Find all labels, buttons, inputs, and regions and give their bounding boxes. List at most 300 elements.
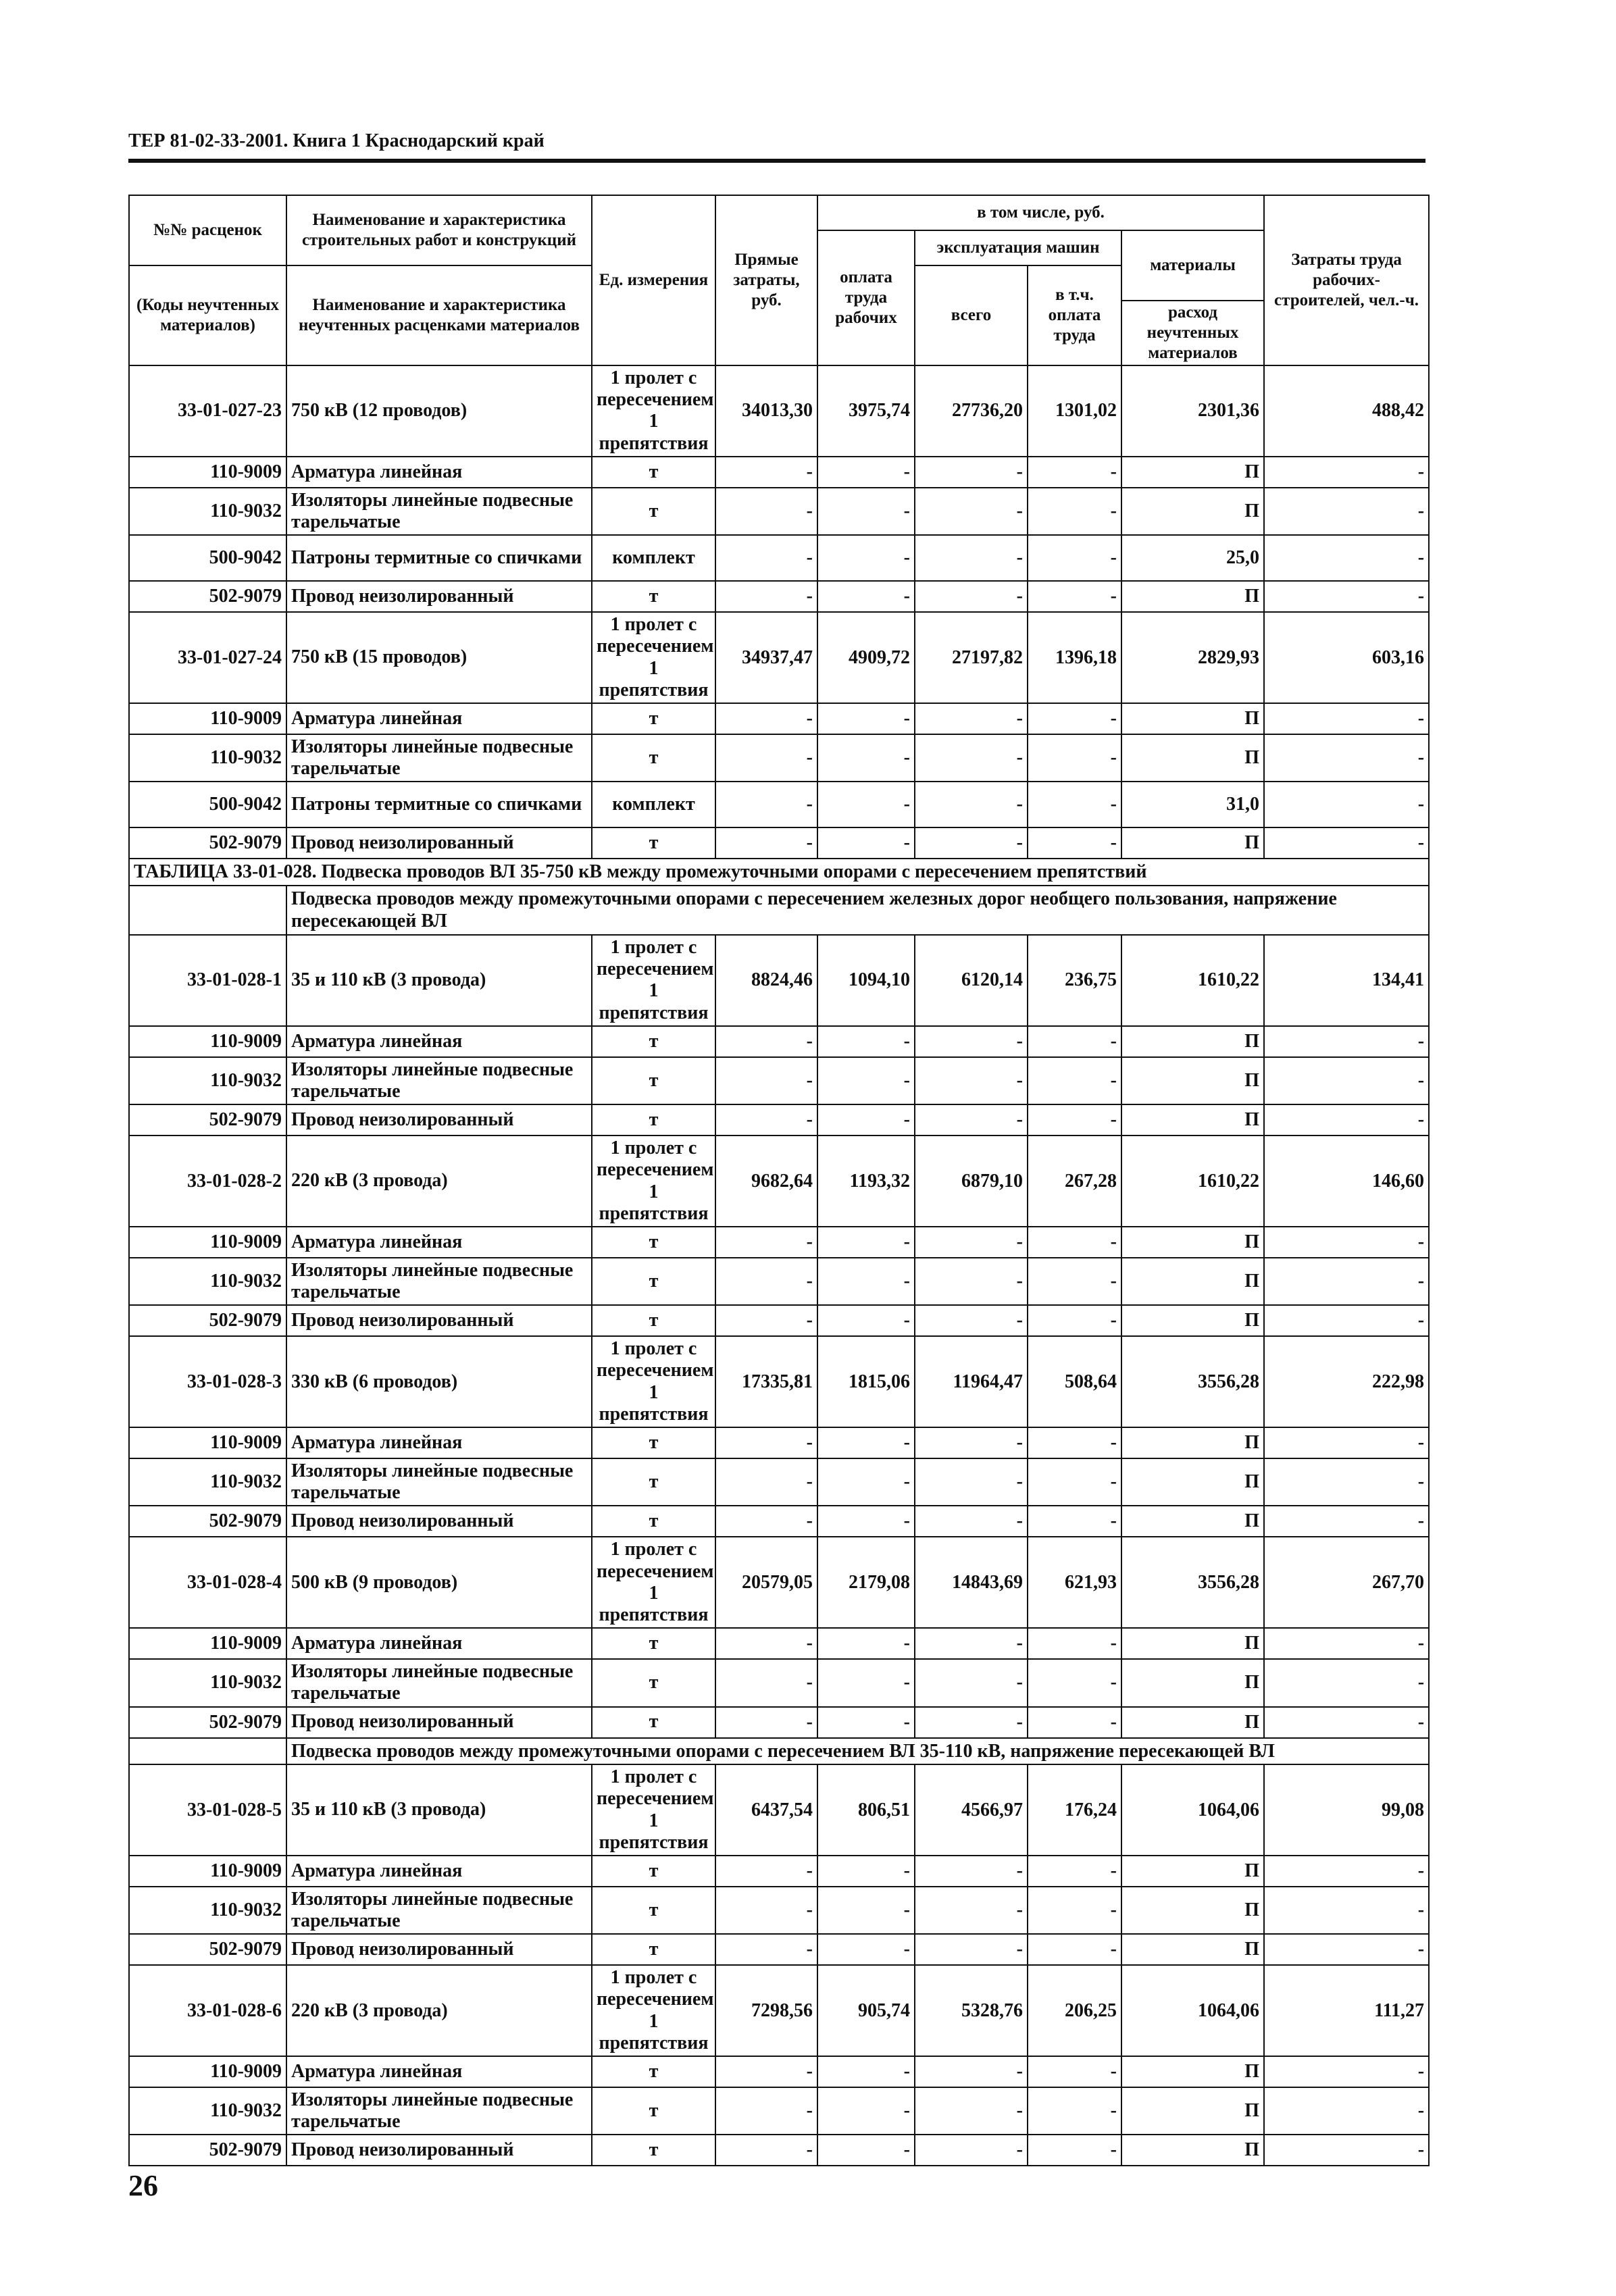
rate-row [129, 1965, 1429, 2056]
name-cell: Провод неизолированный [286, 827, 592, 859]
unit-cell: 1 пролет с пересечением 1 препятствия [592, 1537, 715, 1628]
machine-total-cell: - [915, 827, 1028, 859]
direct-cell: - [715, 488, 817, 535]
name-cell: 220 кВ (3 провода) [286, 1965, 592, 2056]
labor-cell: 488,42 [1264, 365, 1429, 457]
labor-cell: - [1264, 703, 1429, 734]
material-row [129, 1856, 1429, 1887]
materials-cell: П [1121, 1227, 1264, 1258]
name-cell: Изоляторы линейные подвесные тарельчатые [286, 1258, 592, 1305]
direct-cell: - [715, 1427, 817, 1458]
code-cell: 33-01-028-1 [129, 935, 286, 1026]
machine-wage-cell: - [1028, 1887, 1121, 1934]
machine-wage-cell: - [1028, 782, 1121, 827]
code-cell: 500-9042 [129, 535, 286, 581]
code-cell: 110-9032 [129, 1887, 286, 1934]
direct-cell: 17335,81 [715, 1336, 817, 1427]
machine-total-cell: - [915, 535, 1028, 581]
name-cell: Арматура линейная [286, 1427, 592, 1458]
machine-total-cell: - [915, 1707, 1028, 1738]
name-cell: Арматура линейная [286, 457, 592, 488]
material-row [129, 1458, 1429, 1506]
name-cell: Изоляторы линейные подвесные тарельчатые [286, 1458, 592, 1506]
wage-cell: 1094,10 [817, 935, 915, 1026]
material-row [129, 734, 1429, 782]
wage-cell: - [817, 1707, 915, 1738]
wage-cell: - [817, 2135, 915, 2166]
material-row [129, 581, 1429, 612]
col-unit: Ед. измерения [592, 195, 715, 365]
wage-cell: - [817, 1458, 915, 1506]
unit-cell: т [592, 488, 715, 535]
materials-cell: П [1121, 1458, 1264, 1506]
direct-cell: - [715, 1506, 817, 1537]
machine-wage-cell: 508,64 [1028, 1336, 1121, 1427]
rate-row [129, 1764, 1429, 1856]
section-title: Подвеска проводов между промежуточными опорами с пересечением ВЛ 35-110 кВ, напряжение пересекающей ВЛ [286, 1738, 1429, 1765]
materials-cell: П [1121, 1427, 1264, 1458]
code-cell: 110-9009 [129, 2056, 286, 2087]
code-cell: 502-9079 [129, 2135, 286, 2166]
labor-cell: - [1264, 535, 1429, 581]
unit-cell: 1 пролет с пересечением 1 препятствия [592, 612, 715, 703]
materials-cell: 3556,28 [1121, 1336, 1264, 1427]
rate-row [129, 1537, 1429, 1628]
direct-cell: 8824,46 [715, 935, 817, 1026]
materials-cell: П [1121, 1305, 1264, 1336]
direct-cell: - [715, 2087, 817, 2135]
materials-cell: 2301,36 [1121, 365, 1264, 457]
wage-cell: - [817, 1026, 915, 1057]
machine-total-cell: - [915, 1628, 1028, 1659]
labor-cell: - [1264, 1458, 1429, 1506]
direct-cell: - [715, 1305, 817, 1336]
machine-wage-cell: - [1028, 2135, 1121, 2166]
wage-cell: - [817, 1057, 915, 1104]
machine-total-cell: - [915, 734, 1028, 782]
materials-cell: 1064,06 [1121, 1764, 1264, 1856]
labor-cell: - [1264, 1506, 1429, 1537]
wage-cell: - [817, 1104, 915, 1136]
wage-cell: - [817, 1427, 915, 1458]
machine-total-cell: 6120,14 [915, 935, 1028, 1026]
machine-wage-cell: - [1028, 1506, 1121, 1537]
machine-wage-cell: 176,24 [1028, 1764, 1121, 1856]
direct-cell: - [715, 782, 817, 827]
machine-total-cell: - [915, 1057, 1028, 1104]
machine-total-cell: - [915, 1887, 1028, 1934]
material-row [129, 827, 1429, 859]
name-cell: Изоляторы линейные подвесные тарельчатые [286, 2087, 592, 2135]
unit-cell: 1 пролет с пересечением 1 препятствия [592, 1136, 715, 1227]
name-cell: 750 кВ (12 проводов) [286, 365, 592, 457]
machine-total-cell: - [915, 782, 1028, 827]
name-cell: Изоляторы линейные подвесные тарельчатые [286, 734, 592, 782]
wage-cell: - [817, 488, 915, 535]
materials-cell: П [1121, 734, 1264, 782]
materials-cell: П [1121, 1887, 1264, 1934]
direct-cell: 6437,54 [715, 1764, 817, 1856]
wage-cell: - [817, 1305, 915, 1336]
wage-cell: - [817, 1506, 915, 1537]
materials-cell: П [1121, 581, 1264, 612]
direct-cell: - [715, 1458, 817, 1506]
material-row [129, 1227, 1429, 1258]
machine-wage-cell: 1396,18 [1028, 612, 1121, 703]
material-row [129, 782, 1429, 827]
name-cell: Арматура линейная [286, 703, 592, 734]
page-header: ТЕР 81-02-33-2001. Книга 1 Краснодарский край [128, 130, 1425, 163]
name-cell: 500 кВ (9 проводов) [286, 1537, 592, 1628]
material-row [129, 488, 1429, 535]
code-cell: 33-01-028-3 [129, 1336, 286, 1427]
direct-cell: 7298,56 [715, 1965, 817, 2056]
unit-cell: т [592, 2056, 715, 2087]
wage-cell: 4909,72 [817, 612, 915, 703]
unit-cell: комплект [592, 535, 715, 581]
machine-wage-cell: 267,28 [1028, 1136, 1121, 1227]
unit-cell: т [592, 2135, 715, 2166]
col-materials-unacc: расход неучтенных материалов [1121, 301, 1264, 365]
direct-cell: - [715, 1258, 817, 1305]
materials-cell: 1064,06 [1121, 1965, 1264, 2056]
wage-cell: - [817, 581, 915, 612]
material-row [129, 1057, 1429, 1104]
materials-cell: П [1121, 2087, 1264, 2135]
labor-cell: - [1264, 2135, 1429, 2166]
material-row [129, 1628, 1429, 1659]
code-cell: 502-9079 [129, 1707, 286, 1738]
wage-cell: - [817, 457, 915, 488]
labor-cell: - [1264, 734, 1429, 782]
wage-cell: - [817, 1934, 915, 1965]
labor-cell: - [1264, 1628, 1429, 1659]
machine-total-cell: - [915, 2056, 1028, 2087]
code-cell: 33-01-028-2 [129, 1136, 286, 1227]
material-row [129, 1934, 1429, 1965]
labor-cell: - [1264, 1659, 1429, 1706]
labor-cell: - [1264, 782, 1429, 827]
labor-cell: - [1264, 1427, 1429, 1458]
col-code-bottom: (Коды неучтенных материалов) [129, 265, 286, 365]
machine-total-cell: - [915, 2087, 1028, 2135]
name-cell: 330 кВ (6 проводов) [286, 1336, 592, 1427]
unit-cell: т [592, 703, 715, 734]
unit-cell: 1 пролет с пересечением 1 препятствия [592, 365, 715, 457]
section-row [129, 1738, 1429, 1765]
code-cell: 502-9079 [129, 1934, 286, 1965]
labor-cell: - [1264, 1707, 1429, 1738]
unit-cell: т [592, 1026, 715, 1057]
code-cell: 110-9009 [129, 1856, 286, 1887]
code-cell: 110-9032 [129, 1659, 286, 1706]
materials-cell: П [1121, 1258, 1264, 1305]
col-wage: оплата труда рабочих [817, 230, 915, 365]
rate-row [129, 935, 1429, 1026]
direct-cell: - [715, 1026, 817, 1057]
materials-cell: 3556,28 [1121, 1537, 1264, 1628]
wage-cell: 1815,06 [817, 1336, 915, 1427]
code-cell: 33-01-027-23 [129, 365, 286, 457]
name-cell: Патроны термитные со спичками [286, 535, 592, 581]
labor-cell: - [1264, 457, 1429, 488]
table-header [129, 195, 1429, 365]
material-row [129, 1659, 1429, 1706]
material-row [129, 1887, 1429, 1934]
machine-total-cell: 4566,97 [915, 1764, 1028, 1856]
machine-wage-cell: 1301,02 [1028, 365, 1121, 457]
unit-cell: т [592, 1057, 715, 1104]
unit-cell: т [592, 1258, 715, 1305]
materials-cell: П [1121, 1707, 1264, 1738]
direct-cell: - [715, 2056, 817, 2087]
materials-cell: 25,0 [1121, 535, 1264, 581]
machine-total-cell: 14843,69 [915, 1537, 1028, 1628]
machine-wage-cell: - [1028, 1427, 1121, 1458]
labor-cell: 134,41 [1264, 935, 1429, 1026]
rate-row [129, 1136, 1429, 1227]
unit-cell: т [592, 457, 715, 488]
rate-row [129, 1336, 1429, 1427]
name-cell: Изоляторы линейные подвесные тарельчатые [286, 488, 592, 535]
price-table [128, 195, 1430, 2166]
machine-total-cell: - [915, 1427, 1028, 1458]
code-cell: 33-01-028-6 [129, 1965, 286, 2056]
wage-cell: - [817, 1227, 915, 1258]
material-row [129, 1506, 1429, 1537]
name-cell: Провод неизолированный [286, 581, 592, 612]
direct-cell: - [715, 1934, 817, 1965]
col-machine: эксплуатация машин [915, 230, 1121, 265]
labor-cell: - [1264, 1057, 1429, 1104]
machine-wage-cell: - [1028, 1659, 1121, 1706]
unit-cell: комплект [592, 782, 715, 827]
name-cell: Изоляторы линейные подвесные тарельчатые [286, 1659, 592, 1706]
materials-cell: П [1121, 488, 1264, 535]
wage-cell: - [817, 782, 915, 827]
material-row [129, 1258, 1429, 1305]
labor-cell: 603,16 [1264, 612, 1429, 703]
labor-cell: - [1264, 488, 1429, 535]
unit-cell: т [592, 1659, 715, 1706]
machine-wage-cell: - [1028, 1458, 1121, 1506]
unit-cell: 1 пролет с пересечением 1 препятствия [592, 1965, 715, 2056]
machine-wage-cell: - [1028, 2087, 1121, 2135]
labor-cell: 111,27 [1264, 1965, 1429, 2056]
code-cell: 110-9009 [129, 1427, 286, 1458]
machine-total-cell: - [915, 1506, 1028, 1537]
name-cell: Провод неизолированный [286, 1104, 592, 1136]
wage-cell: - [817, 1887, 915, 1934]
code-cell: 33-01-028-5 [129, 1764, 286, 1856]
name-cell: Изоляторы линейные подвесные тарельчатые [286, 1057, 592, 1104]
materials-cell: П [1121, 2135, 1264, 2166]
wage-cell: - [817, 1856, 915, 1887]
unit-cell: т [592, 734, 715, 782]
wage-cell: 2179,08 [817, 1537, 915, 1628]
wage-cell: 1193,32 [817, 1136, 915, 1227]
machine-total-cell: - [915, 1856, 1028, 1887]
labor-cell: - [1264, 1305, 1429, 1336]
wage-cell: - [817, 1659, 915, 1706]
code-cell: 110-9009 [129, 1628, 286, 1659]
machine-total-cell: - [915, 1026, 1028, 1057]
direct-cell: 34937,47 [715, 612, 817, 703]
machine-wage-cell: - [1028, 2056, 1121, 2087]
machine-wage-cell: - [1028, 581, 1121, 612]
unit-cell: т [592, 1934, 715, 1965]
name-cell: Провод неизолированный [286, 1707, 592, 1738]
direct-cell: - [715, 1057, 817, 1104]
col-code-top: №№ расценок [129, 195, 286, 265]
materials-cell: П [1121, 1659, 1264, 1706]
wage-cell: 3975,74 [817, 365, 915, 457]
col-direct: Прямые затраты, руб. [715, 195, 817, 365]
machine-total-cell: - [915, 1458, 1028, 1506]
wage-cell: 806,51 [817, 1764, 915, 1856]
machine-total-cell: - [915, 457, 1028, 488]
machine-wage-cell: 206,25 [1028, 1965, 1121, 2056]
machine-wage-cell: - [1028, 1305, 1121, 1336]
labor-cell: - [1264, 827, 1429, 859]
unit-cell: т [592, 1458, 715, 1506]
col-name-bottom: Наименование и характеристика неучтенных расценками материалов [286, 265, 592, 365]
direct-cell: - [715, 1104, 817, 1136]
materials-cell: П [1121, 1934, 1264, 1965]
machine-wage-cell: - [1028, 535, 1121, 581]
name-cell: Провод неизолированный [286, 2135, 592, 2166]
materials-cell: 1610,22 [1121, 935, 1264, 1026]
wage-cell: - [817, 734, 915, 782]
name-cell: Патроны термитные со спичками [286, 782, 592, 827]
materials-cell: 2829,93 [1121, 612, 1264, 703]
direct-cell: - [715, 1628, 817, 1659]
direct-cell: - [715, 1707, 817, 1738]
machine-total-cell: 27736,20 [915, 365, 1028, 457]
direct-cell: - [715, 1227, 817, 1258]
labor-cell: - [1264, 2087, 1429, 2135]
machine-wage-cell: - [1028, 1104, 1121, 1136]
wage-cell: - [817, 1258, 915, 1305]
code-cell: 33-01-028-4 [129, 1537, 286, 1628]
table-caption-row [129, 859, 1429, 886]
code-cell: 502-9079 [129, 827, 286, 859]
name-cell: 750 кВ (15 проводов) [286, 612, 592, 703]
materials-cell: П [1121, 1628, 1264, 1659]
code-cell: 110-9009 [129, 1227, 286, 1258]
labor-cell: 222,98 [1264, 1336, 1429, 1427]
unit-cell: 1 пролет с пересечением 1 препятствия [592, 1336, 715, 1427]
material-row [129, 457, 1429, 488]
col-labor: Затраты труда рабочих-строителей, чел.-ч. [1264, 195, 1429, 365]
labor-cell: - [1264, 1258, 1429, 1305]
name-cell: Изоляторы линейные подвесные тарельчатые [286, 1887, 592, 1934]
wage-cell: - [817, 1628, 915, 1659]
machine-wage-cell: - [1028, 703, 1121, 734]
machine-wage-cell: - [1028, 1227, 1121, 1258]
code-cell: 110-9032 [129, 1258, 286, 1305]
name-cell: 220 кВ (3 провода) [286, 1136, 592, 1227]
wage-cell: - [817, 535, 915, 581]
labor-cell: - [1264, 1887, 1429, 1934]
materials-cell: П [1121, 827, 1264, 859]
labor-cell: - [1264, 1227, 1429, 1258]
name-cell: 35 и 110 кВ (3 провода) [286, 1764, 592, 1856]
unit-cell: т [592, 1707, 715, 1738]
materials-cell: П [1121, 457, 1264, 488]
direct-cell: - [715, 535, 817, 581]
materials-cell: 31,0 [1121, 782, 1264, 827]
name-cell: Арматура линейная [286, 1628, 592, 1659]
unit-cell: т [592, 1427, 715, 1458]
machine-total-cell: 5328,76 [915, 1965, 1028, 2056]
machine-wage-cell: - [1028, 1258, 1121, 1305]
code-cell: 33-01-027-24 [129, 612, 286, 703]
unit-cell: т [592, 1887, 715, 1934]
unit-cell: т [592, 1305, 715, 1336]
col-name-top: Наименование и характеристика строительных работ и конструкций [286, 195, 592, 265]
machine-total-cell: - [915, 488, 1028, 535]
machine-total-cell: 6879,10 [915, 1136, 1028, 1227]
material-row [129, 1427, 1429, 1458]
col-machine-total: всего [915, 265, 1028, 365]
material-row [129, 1305, 1429, 1336]
code-cell: 110-9032 [129, 2087, 286, 2135]
page-number: 26 [128, 2169, 158, 2202]
code-cell: 110-9032 [129, 1057, 286, 1104]
direct-cell: - [715, 734, 817, 782]
labor-cell: 99,08 [1264, 1764, 1429, 1856]
section-title: Подвеска проводов между промежуточными опорами с пересечением железных дорог необщего пользования, напряжение пересекающей ВЛ [286, 886, 1429, 935]
code-cell: 110-9009 [129, 457, 286, 488]
section-row [129, 886, 1429, 935]
unit-cell: т [592, 2087, 715, 2135]
material-row [129, 2087, 1429, 2135]
section-blank-cell [129, 886, 286, 935]
name-cell: Провод неизолированный [286, 1934, 592, 1965]
rate-row [129, 365, 1429, 457]
name-cell: Арматура линейная [286, 1227, 592, 1258]
name-cell: 35 и 110 кВ (3 провода) [286, 935, 592, 1026]
materials-cell: П [1121, 1856, 1264, 1887]
name-cell: Арматура линейная [286, 1026, 592, 1057]
machine-total-cell: - [915, 1934, 1028, 1965]
direct-cell: 34013,30 [715, 365, 817, 457]
material-row [129, 1026, 1429, 1057]
labor-cell: 146,60 [1264, 1136, 1429, 1227]
machine-total-cell: - [915, 1305, 1028, 1336]
col-machine-wage: в т.ч. оплата труда [1028, 265, 1121, 365]
rate-row [129, 612, 1429, 703]
machine-wage-cell: - [1028, 1628, 1121, 1659]
direct-cell: 20579,05 [715, 1537, 817, 1628]
table-caption: ТАБЛИЦА 33-01-028. Подвеска проводов ВЛ 35-750 кВ между промежуточными опорами с пересечением препятствий [129, 859, 1429, 886]
direct-cell: - [715, 581, 817, 612]
material-row [129, 703, 1429, 734]
machine-wage-cell: - [1028, 1934, 1121, 1965]
materials-cell: П [1121, 1506, 1264, 1537]
labor-cell: - [1264, 1934, 1429, 1965]
wage-cell: - [817, 703, 915, 734]
unit-cell: 1 пролет с пересечением 1 препятствия [592, 1764, 715, 1856]
wage-cell: - [817, 2056, 915, 2087]
machine-wage-cell: 621,93 [1028, 1537, 1121, 1628]
labor-cell: - [1264, 1856, 1429, 1887]
direct-cell: - [715, 457, 817, 488]
unit-cell: т [592, 1628, 715, 1659]
labor-cell: - [1264, 1104, 1429, 1136]
unit-cell: 1 пролет с пересечением 1 препятствия [592, 935, 715, 1026]
